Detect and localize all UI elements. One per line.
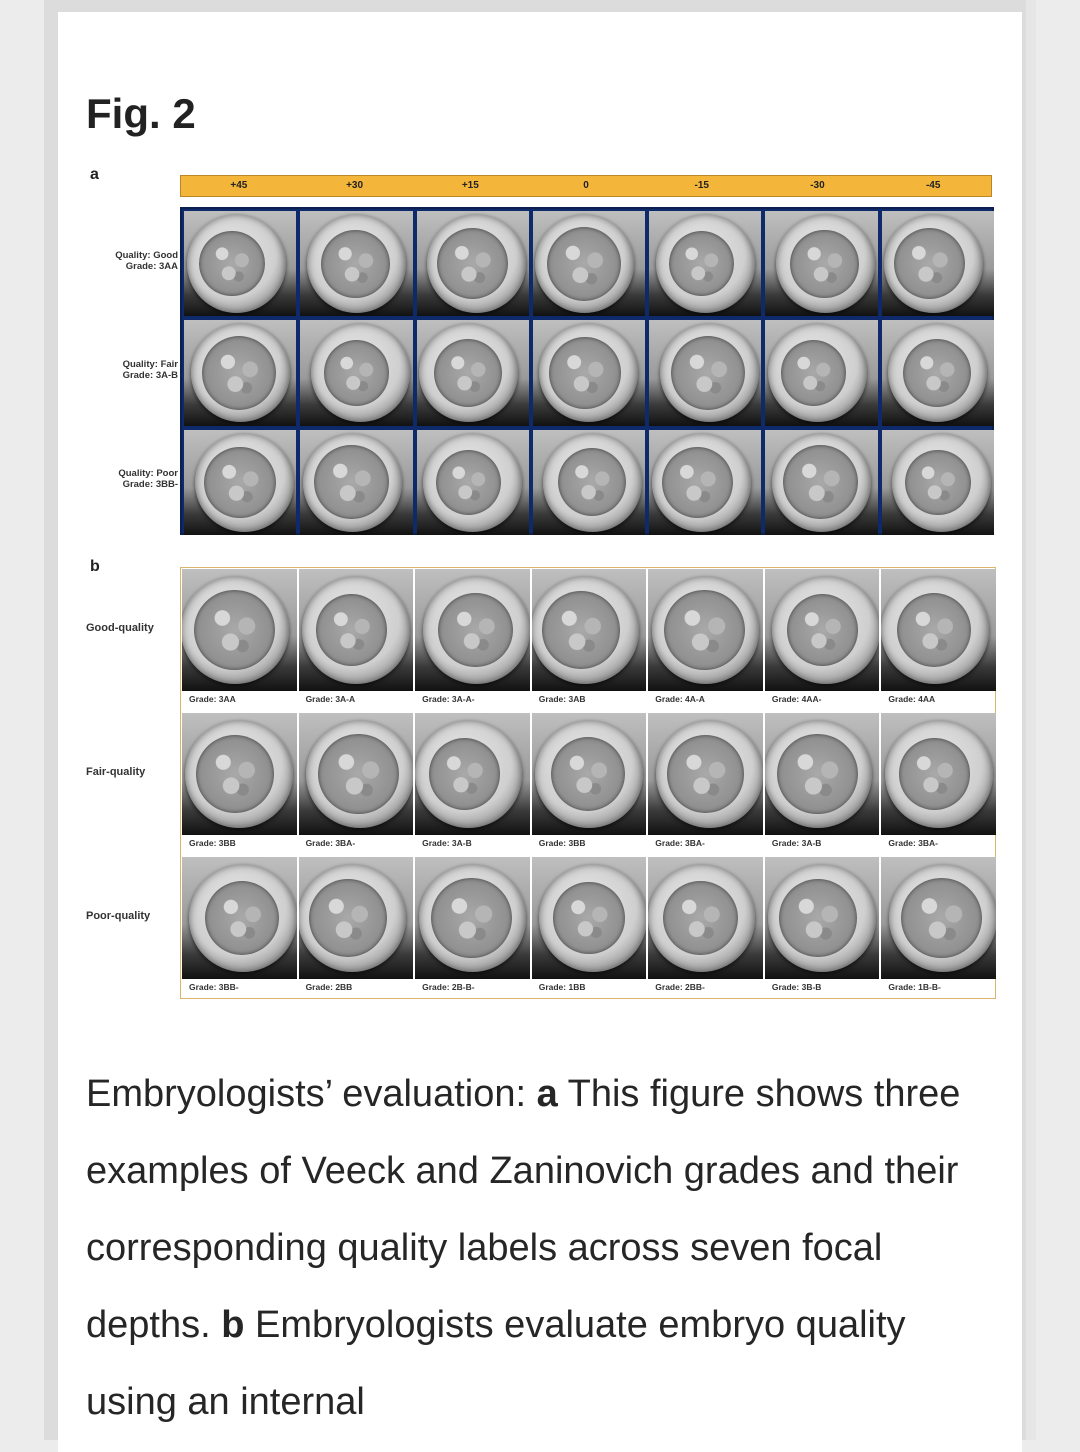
grade-label: Grade: 3AB xyxy=(538,694,586,704)
focal-depth-label: +30 xyxy=(346,180,364,191)
focal-depth-bar xyxy=(180,175,992,197)
page-background xyxy=(44,0,1036,1440)
grade-label: Grade: 3BA- xyxy=(305,838,356,848)
focal-depth-label: 0 xyxy=(583,180,589,191)
grade-label: Grade: 3A-A xyxy=(305,694,356,704)
well-image xyxy=(415,720,522,828)
panel-b-image-grid xyxy=(180,567,996,999)
panel-b-label: b xyxy=(90,558,100,575)
embryo-image-cell xyxy=(532,857,647,979)
embryo-image xyxy=(202,336,276,410)
embryo-image-cell xyxy=(765,713,880,835)
well-image xyxy=(535,720,643,828)
grade-label: Grade: 4A-A xyxy=(655,694,705,704)
well-image xyxy=(656,214,755,313)
grade-text: Grade: 3BB- xyxy=(122,479,178,491)
figure-caption xyxy=(86,1056,996,1441)
embryo-image-cell xyxy=(533,211,645,316)
grade-label: Grade: 3BB xyxy=(538,838,586,848)
embryo-image xyxy=(663,881,737,955)
embryo-image xyxy=(321,230,389,298)
quality-text: Quality: Poor xyxy=(118,468,178,480)
embryo-image xyxy=(777,734,858,815)
grade-text: Grade: 3AA xyxy=(125,260,178,272)
embryo-image xyxy=(894,228,965,299)
embryo-image-cell xyxy=(300,430,412,535)
well-image xyxy=(532,576,639,684)
embryo-image-cell xyxy=(532,569,647,691)
well-image xyxy=(765,720,872,828)
embryo-image-cell xyxy=(881,713,996,835)
embryo-image-cell xyxy=(184,211,296,316)
well-image xyxy=(776,214,875,313)
well-image xyxy=(888,323,987,422)
embryo-image xyxy=(431,878,512,959)
embryo-image-cell xyxy=(882,430,994,535)
embryo-image xyxy=(316,594,387,665)
grade-label: Grade: 3A-B xyxy=(771,838,822,848)
embryo-image-cell xyxy=(417,320,529,425)
well-image xyxy=(648,864,755,972)
embryo-image-cell xyxy=(765,211,877,316)
embryo-image xyxy=(436,450,501,515)
well-image xyxy=(768,323,867,422)
well-image xyxy=(768,864,876,972)
grade-label: Grade: 4AA xyxy=(888,694,936,704)
embryo-image xyxy=(671,336,745,410)
grade-label: Grade: 3AA xyxy=(189,694,236,704)
well-image xyxy=(652,433,751,532)
embryo-image xyxy=(783,445,857,519)
embryo-image-cell xyxy=(299,857,414,979)
figure-title: Fig. 2 xyxy=(86,90,196,137)
quality-grade-label xyxy=(88,359,178,381)
embryo-image-cell xyxy=(765,430,877,535)
embryo-image xyxy=(324,340,389,405)
panel-a-label: a xyxy=(90,166,99,183)
embryo-image-cell xyxy=(649,430,761,535)
embryo-image-cell xyxy=(765,857,880,979)
well-image xyxy=(185,720,293,828)
embryo-image xyxy=(558,448,626,516)
embryo-image-cell xyxy=(532,713,647,835)
well-image xyxy=(885,720,993,828)
well-image xyxy=(884,214,983,313)
well-image xyxy=(427,214,526,313)
embryo-image xyxy=(205,881,279,955)
well-image xyxy=(306,720,413,828)
embryo-image-cell xyxy=(415,569,530,691)
well-image xyxy=(195,433,294,532)
embryo-image-cell xyxy=(649,320,761,425)
well-image xyxy=(191,323,290,422)
embryo-image xyxy=(196,735,274,813)
quality-row-label: Good-quality xyxy=(86,622,154,634)
embryo-image xyxy=(667,735,745,813)
embryo-image xyxy=(905,450,970,515)
well-image xyxy=(772,433,871,532)
embryo-image xyxy=(901,878,982,959)
embryo-image-cell xyxy=(648,569,763,691)
embryo-image xyxy=(542,591,620,669)
well-image xyxy=(423,576,530,684)
caption-text-3: Embryologists evaluate embryo quality using an internal xyxy=(86,1304,906,1423)
focal-depth-label: -15 xyxy=(694,180,709,191)
quality-row-label: Poor-quality xyxy=(86,910,151,922)
embryo-image xyxy=(903,339,971,407)
well-image xyxy=(299,864,406,972)
embryo-image xyxy=(553,882,624,953)
embryo-image xyxy=(429,738,500,809)
well-image xyxy=(660,323,759,422)
embryo-image xyxy=(781,340,846,405)
well-image xyxy=(539,864,646,972)
embryo-image xyxy=(309,879,387,957)
embryo-image xyxy=(899,738,970,809)
embryo-image-cell xyxy=(533,430,645,535)
well-image xyxy=(881,576,988,684)
grade-label: Grade: 3BA- xyxy=(655,838,705,848)
embryo-image-cell xyxy=(184,320,296,425)
embryo-image-cell xyxy=(300,211,412,316)
embryo-image xyxy=(194,590,275,671)
embryo-image-cell xyxy=(533,320,645,425)
focal-depth-label: +45 xyxy=(230,180,248,191)
embryo-image-cell xyxy=(765,569,880,691)
well-image xyxy=(187,214,286,313)
quality-text: Quality: Good xyxy=(115,249,178,261)
focal-depth-label: +15 xyxy=(461,180,479,191)
panel-a-image-grid xyxy=(180,207,994,535)
embryo-image xyxy=(662,447,733,518)
well-image xyxy=(652,576,760,684)
embryo-image xyxy=(318,734,399,815)
embryo-image-cell xyxy=(184,430,296,535)
well-image xyxy=(772,576,879,684)
embryo-image-cell xyxy=(649,211,761,316)
scrollbar[interactable] xyxy=(1026,0,1036,1440)
embryo-image xyxy=(199,231,264,296)
well-image xyxy=(419,864,527,972)
embryo-image-cell xyxy=(765,320,877,425)
embryo-image-cell xyxy=(299,569,414,691)
well-image xyxy=(182,576,289,684)
well-image xyxy=(535,214,634,313)
embryo-image xyxy=(664,590,745,671)
grade-label: Grade: 3A-A- xyxy=(422,694,475,704)
embryo-image-cell xyxy=(417,430,529,535)
embryo-image xyxy=(314,445,388,519)
embryo-image-cell xyxy=(417,211,529,316)
well-image xyxy=(889,864,996,972)
focal-depth-label: -45 xyxy=(925,180,941,191)
embryo-image-cell xyxy=(648,857,763,979)
embryo-image-cell xyxy=(182,569,297,691)
well-image xyxy=(892,433,991,532)
well-image xyxy=(543,433,642,532)
caption-text-2: This figure shows three examples of Veeck and Zaninovich grades and their corresponding quality labels across seven focal depths. xyxy=(86,1073,961,1346)
well-image xyxy=(423,433,522,532)
embryo-image xyxy=(551,737,625,811)
embryo-image xyxy=(790,230,858,298)
well-image xyxy=(189,864,296,972)
grade-label: Grade: 2BB- xyxy=(655,982,705,992)
embryo-image-cell xyxy=(182,857,297,979)
quality-grade-label xyxy=(88,250,178,272)
grade-text: Grade: 3A-B xyxy=(122,370,178,381)
well-image xyxy=(419,323,518,422)
well-image xyxy=(656,720,763,828)
grade-label: Grade: 3BB- xyxy=(189,982,239,992)
well-image xyxy=(539,323,638,422)
quality-text: Quality: Fair xyxy=(122,359,178,370)
grade-label: Grade: 3B-B xyxy=(771,982,822,992)
grade-label: Grade: 4AA- xyxy=(771,694,822,704)
embryo-image-cell xyxy=(182,713,297,835)
well-image xyxy=(307,214,406,313)
embryo-image-cell xyxy=(882,211,994,316)
grade-label: Grade: 3A-B xyxy=(422,838,472,848)
grade-label: Grade: 1BB xyxy=(538,982,586,992)
grade-label: Grade: 2BB xyxy=(305,982,353,992)
embryo-image-cell xyxy=(300,320,412,425)
embryo-image-cell xyxy=(881,569,996,691)
focal-depth-label: -30 xyxy=(810,180,825,191)
embryo-image xyxy=(437,228,508,299)
grade-label: Grade: 2B-B- xyxy=(422,982,475,992)
well-image xyxy=(311,323,410,422)
figure-card xyxy=(58,12,1022,1452)
grade-label: Grade: 3BB xyxy=(189,838,236,848)
embryo-image xyxy=(438,593,512,667)
embryo-image xyxy=(434,339,502,407)
caption-text-1: Embryologists’ evaluation: xyxy=(86,1073,537,1115)
embryo-image-cell xyxy=(299,713,414,835)
embryo-image xyxy=(897,593,971,667)
well-image xyxy=(302,576,410,684)
embryo-image-cell xyxy=(415,713,530,835)
embryo-image xyxy=(787,594,858,665)
embryo-image-cell xyxy=(648,713,763,835)
caption-bold-a: a xyxy=(536,1073,558,1115)
embryo-image-cell xyxy=(882,320,994,425)
quality-grade-label xyxy=(88,468,178,490)
grade-label: Grade: 1B-B- xyxy=(888,982,941,992)
quality-row-label: Fair-quality xyxy=(86,766,146,778)
embryo-image xyxy=(547,227,621,301)
embryo-image xyxy=(549,337,620,408)
caption-bold-b: b xyxy=(221,1304,245,1346)
embryo-image xyxy=(204,447,275,518)
grade-label: Grade: 3BA- xyxy=(888,838,939,848)
embryo-image xyxy=(779,879,857,957)
embryo-image xyxy=(669,231,734,296)
well-image xyxy=(303,433,402,532)
embryo-image-cell xyxy=(881,857,996,979)
embryo-image-cell xyxy=(415,857,530,979)
